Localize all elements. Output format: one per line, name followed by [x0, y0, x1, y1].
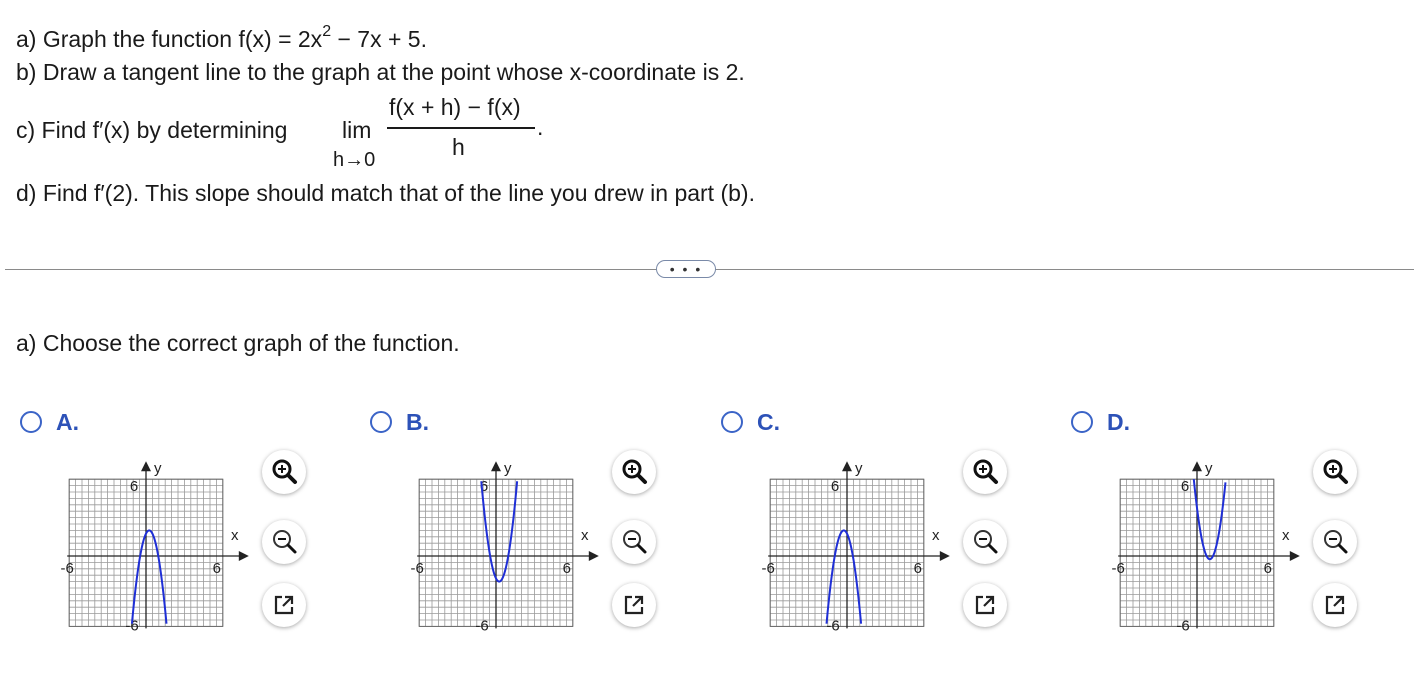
option-radio[interactable] [721, 411, 743, 433]
exponent: 2 [322, 23, 332, 40]
option-label: C. [757, 409, 780, 435]
question-part-d: d) Find f′(2). This slope should match that of the line you drew in part (b). [16, 180, 755, 206]
tick-label: -6 [1176, 617, 1190, 635]
zoom-in-icon [620, 458, 648, 486]
external-link-icon [1321, 591, 1349, 619]
open-graph-button[interactable] [612, 583, 656, 627]
x-axis-label: x [1282, 527, 1290, 544]
fraction-numerator: f(x + h) − f(x) [389, 94, 521, 120]
tick-label: -6 [60, 560, 74, 577]
zoom-in-icon [1321, 458, 1349, 486]
tick-label: 6 [1180, 478, 1190, 496]
tick-label: 6 [562, 560, 571, 577]
zoom-in-icon [971, 458, 999, 486]
question-part-a [16, 23, 427, 53]
x-axis-label: x [231, 527, 239, 544]
option-label: B. [406, 409, 429, 435]
y-axis-label: y [504, 460, 512, 478]
zoom-out-button[interactable] [612, 520, 656, 564]
limit-subscript: h→0 [333, 149, 376, 171]
open-graph-button[interactable] [262, 583, 306, 627]
option-a[interactable] [20, 405, 360, 665]
zoom-in-button[interactable] [262, 450, 306, 494]
x-axis-arrow [589, 551, 599, 561]
zoom-out-icon [1321, 528, 1349, 556]
option-b[interactable] [370, 405, 710, 665]
tick-label: -6 [761, 560, 775, 577]
graph [1111, 450, 1321, 635]
zoom-out-button[interactable] [963, 520, 1007, 564]
x-axis-label: x [581, 527, 589, 544]
fraction-period: . [537, 114, 544, 140]
function-curve [827, 530, 862, 623]
fraction-denominator: h [452, 134, 465, 160]
option-radio[interactable] [1071, 411, 1093, 433]
option-label: A. [56, 409, 79, 435]
answer-prompt: a) Choose the correct graph of the function. [16, 330, 460, 356]
zoom-in-button[interactable] [612, 450, 656, 494]
fraction-bar [387, 127, 535, 129]
zoom-in-button[interactable] [963, 450, 1007, 494]
zoom-in-button[interactable] [1313, 450, 1357, 494]
option-radio[interactable] [20, 411, 42, 433]
tick-label: 6 [913, 560, 922, 577]
open-graph-button[interactable] [1313, 583, 1357, 627]
external-link-icon [270, 591, 298, 619]
tick-label: 6 [212, 560, 221, 577]
zoom-out-button[interactable] [262, 520, 306, 564]
zoom-out-icon [270, 528, 298, 556]
tick-label: 6 [129, 478, 139, 496]
y-axis-label: y [855, 460, 863, 478]
graph [761, 450, 971, 635]
function-curve [132, 530, 167, 623]
tick-label: -6 [475, 617, 489, 635]
option-c[interactable] [721, 405, 1061, 665]
y-axis-arrow [842, 461, 852, 471]
graph [60, 450, 270, 635]
x-axis-arrow [1290, 551, 1300, 561]
x-axis-arrow [239, 551, 249, 561]
external-link-icon [620, 591, 648, 619]
part-a-text: a) Graph the function f(x) = 2x [16, 26, 323, 52]
zoom-out-icon [620, 528, 648, 556]
tick-label: 6 [479, 478, 489, 496]
y-axis-arrow [1192, 461, 1202, 471]
x-axis-label: x [932, 527, 940, 544]
option-label: D. [1107, 409, 1130, 435]
y-axis-arrow [141, 461, 151, 471]
question-part-b: b) Draw a tangent line to the graph at the point whose x-coordinate is 2. [16, 59, 745, 85]
tick-label: 6 [830, 478, 840, 496]
external-link-icon [971, 591, 999, 619]
tick-label: 6 [1263, 560, 1272, 577]
graph [410, 450, 620, 635]
y-axis-arrow [491, 461, 501, 471]
zoom-out-icon [971, 528, 999, 556]
tick-label: -6 [410, 560, 424, 577]
y-axis-label: y [154, 460, 162, 478]
y-axis-label: y [1205, 460, 1213, 478]
part-a-text-end: − 7x + 5. [331, 26, 427, 52]
tick-label: -6 [1111, 560, 1125, 577]
zoom-out-button[interactable] [1313, 520, 1357, 564]
tick-label: -6 [826, 617, 840, 635]
zoom-in-icon [270, 458, 298, 486]
option-d[interactable] [1071, 405, 1411, 665]
x-axis-arrow [940, 551, 950, 561]
open-graph-button[interactable] [963, 583, 1007, 627]
limit-label: lim [342, 117, 372, 143]
tick-label: -6 [125, 617, 139, 635]
question-part-c-label: c) Find f′(x) by determining [16, 117, 288, 143]
show-more-button[interactable]: • • • [656, 260, 716, 278]
option-radio[interactable] [370, 411, 392, 433]
function-curve [481, 481, 517, 581]
